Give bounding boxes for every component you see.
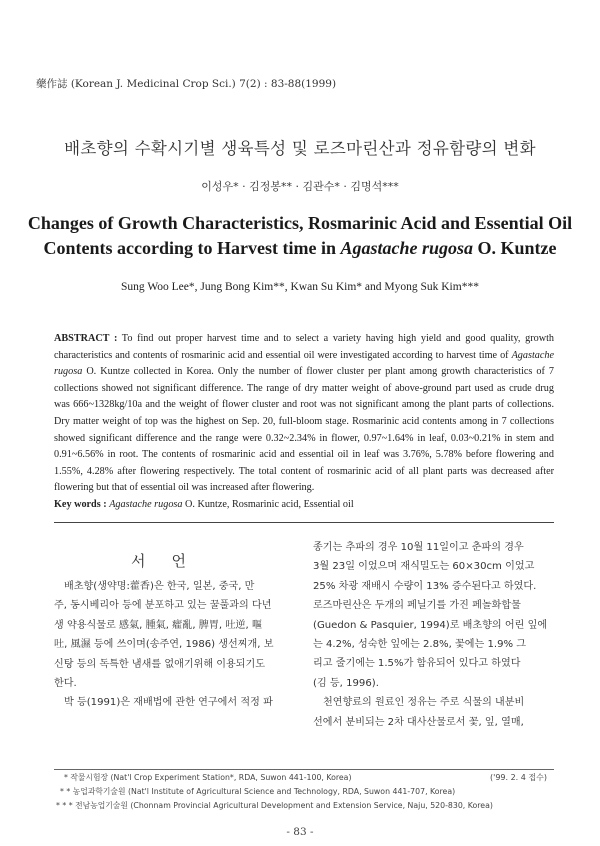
page-number: - 83 - [286, 826, 314, 838]
keywords [54, 499, 554, 510]
left-column-line: 주, 동시베리아 등에 분포하고 있는 꿀풀과의 다년 [54, 600, 272, 612]
abstract-text-part-1: To find out proper harvest time and to select a variety having high yield and good quality, growth characteristics and contents of rosmarinic acid and essential oil were investigated according to harvest time of [54, 333, 554, 361]
left-column-line: 吐, 風濕 등에 쓰이며(송주연, 1986) 생선찌개, 보 [54, 639, 274, 651]
right-column-line: 리고 줄기에는 1.5%가 함유되어 있다고 하였다 [313, 658, 521, 670]
right-column-line: 선에서 분비되는 2차 대사산물로서 꽃, 잎, 열매, [313, 716, 524, 728]
title-english-line-2-post: O. Kuntze [473, 238, 557, 258]
title-species-name: Agastache rugosa [340, 238, 473, 258]
title-korean: 배초향의 수확시기별 생육특성 및 로즈마린산과 정유함량의 변화 [64, 139, 536, 158]
title-english-line-2 [20, 236, 580, 261]
left-column-line: 신탕 등의 독특한 냄새를 없애기위해 이용되기도 [54, 658, 266, 670]
journal-citation: 藥作誌 (Korean J. Medicinal Crop Sci.) 7(2) : 83-88(1999) [36, 78, 337, 90]
title-english-line-1: Changes of Growth Characteristics, Rosmarinic Acid and Essential Oil [27, 213, 573, 233]
keywords-list: O. Kuntze, Rosmarinic acid, Essential oil [182, 499, 354, 510]
right-column-line: 3월 23일 이었으며 재식밀도는 60×30cm 이었고 [313, 561, 535, 573]
received-date: ('99. 2. 4 접수) [490, 773, 547, 782]
right-column-line: (김 등, 1996). [313, 677, 379, 689]
footnote-1: * 작물시험장 (Nat'l Crop Experiment Station*, RDA, Suwon 441-100, Korea) [64, 773, 352, 782]
right-column-line: 종기는 추파의 경우 10월 11일이고 춘파의 경우 [313, 542, 524, 553]
footnote-3: * * * 전남농업기술원 (Chonnam Provincial Agricultural Development and Extension Service, Naju, 520-830, Korea) [56, 801, 493, 810]
keywords-species-name: Agastache rugosa [109, 499, 183, 510]
right-column-line: 로즈마린산은 두개의 페닐기를 가진 페놀화합물 [313, 600, 521, 612]
footnote-divider [54, 769, 554, 770]
abstract-label: ABSTRACT : [54, 333, 118, 344]
right-column-line: (Guedon & Pasquier, 1994)로 배초향의 어린 잎에 [313, 619, 548, 631]
left-column-text [54, 577, 289, 713]
abstract-text-part-2: O. Kuntze collected in Korea. Only the number of flower cluster per plant among growth characteristics of 7 collections showed not significant difference. The range of dry matter weight of above-ground part used as crude drug was 666~1328kg/10a and the weight of flower cluster and root was not significant among the plant parts of collections. Dry matter weight of top was the highest on Sep. 20, full-bloom stage. Rosmarinic acid contents among in 7 collections showed significant difference and the range were 0.32~2.34% in flower, 0.97~1.64% in leaf, 0.03~0.21% in stem and 0.91~6.56% in root. The contents of rosmarinic acid and essential oil in leaf was 3.76%, 5.78% before flowering and 1.55%, 4.28% after flowering respectively. The total content of rosmarinic acid of all plant parts was decreased after flowering but that of essential oil was increased after flowering. [54, 366, 554, 494]
section-heading-introduction: 서언 [131, 552, 212, 570]
right-column-line: 25% 차광 재배시 수량이 13% 증수된다고 하였다. [313, 580, 537, 592]
abstract [54, 331, 554, 497]
title-english-line-2-pre: Contents according to Harvest time in [43, 238, 341, 258]
authors-korean: 이성우* · 김정봉** · 김관수* · 김명석*** [201, 180, 399, 193]
left-column-line: 배초향(생약명:藿香)은 한국, 일본, 중국, 만 [64, 581, 255, 592]
abstract-species-name: Agastache rugosa [54, 349, 554, 378]
right-column-line: 천연향료의 원료인 정유는 주로 식물의 내분비 [323, 697, 525, 709]
title-english [20, 211, 580, 261]
left-column-line: 생 약용식물로 感氣, 腫氣, 癨亂, 脾胃, 吐逆, 嘔 [54, 619, 263, 631]
authors-english: Sung Woo Lee*, Jung Bong Kim**, Kwan Su Kim* and Myong Suk Kim*** [121, 281, 479, 293]
footnote-2: * * 농업과학기술원 (Nat'l Institute of Agricultural Science and Technology, RDA, Suwon 441-707, Korea) [60, 787, 456, 796]
right-column-text [313, 538, 559, 732]
keywords-label: Key words : [54, 499, 107, 510]
left-column-line: 한다. [54, 678, 77, 690]
section-divider [54, 522, 554, 523]
right-column-line: 는 4.2%, 성숙한 잎에는 2.8%, 꽃에는 1.9% 그 [313, 639, 527, 651]
left-column-line: 박 등(1991)은 재배법에 관한 연구에서 적정 파 [64, 697, 273, 709]
